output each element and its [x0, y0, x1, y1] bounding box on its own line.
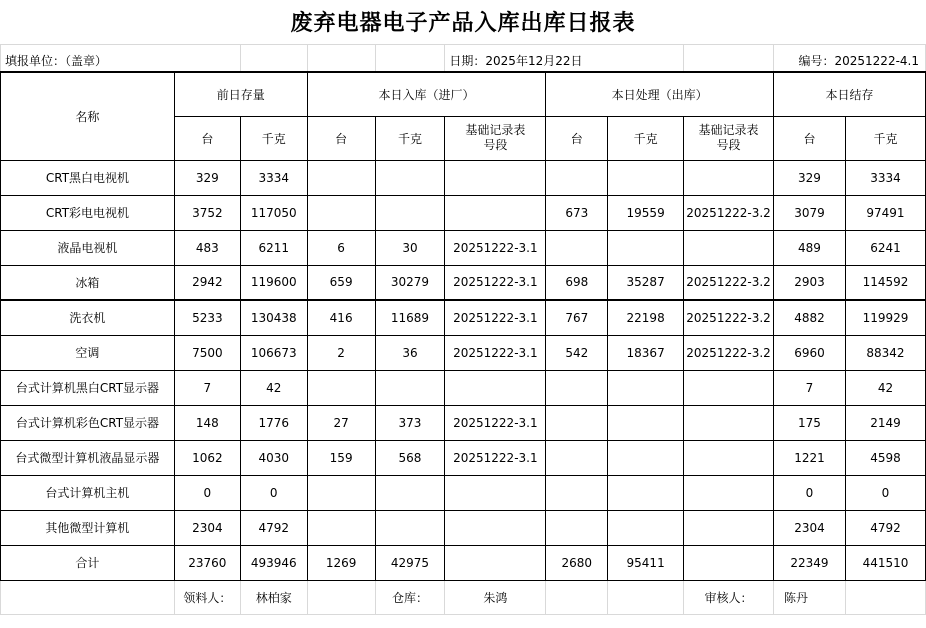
table-body	[1, 160, 926, 580]
cell-i-t: 2	[307, 335, 375, 370]
cell-i-t	[307, 510, 375, 545]
cell-i-r: 20251222-3.1	[445, 230, 546, 265]
cell-o-t	[546, 475, 608, 510]
col-header-name: 名称	[1, 72, 175, 160]
cell-i-r	[445, 160, 546, 195]
sub-header-out-tai: 台	[546, 116, 608, 160]
cell-o-t	[546, 230, 608, 265]
cell-o-k: 18367	[608, 335, 684, 370]
cell-o-r: 20251222-3.2	[684, 335, 774, 370]
cell-p-k: 4030	[240, 440, 307, 475]
cell-i-k: 568	[375, 440, 445, 475]
cell-o-r	[684, 545, 774, 580]
cell-c-t: 3079	[774, 195, 846, 230]
cell-o-k	[608, 160, 684, 195]
cell-o-r	[684, 160, 774, 195]
cell-i-t: 1269	[307, 545, 375, 580]
cell-p-t: 483	[174, 230, 240, 265]
cell-p-k: 493946	[240, 545, 307, 580]
report-date: 日期：2025年12月22日	[445, 44, 684, 72]
sub-header-close-kg: 千克	[845, 116, 925, 160]
cell-name: 其他微型计算机	[1, 510, 175, 545]
table-row	[1, 475, 926, 510]
cell-c-k: 2149	[845, 405, 925, 440]
table-row	[1, 370, 926, 405]
cell-c-k: 97491	[845, 195, 925, 230]
cell-name: 合计	[1, 545, 175, 580]
cell-o-k	[608, 440, 684, 475]
cell-o-t	[546, 440, 608, 475]
table-row	[1, 545, 926, 580]
col-header-prev-stock: 前日存量	[174, 72, 307, 116]
cell-o-r	[684, 475, 774, 510]
cell-p-t: 329	[174, 160, 240, 195]
cell-p-t: 7500	[174, 335, 240, 370]
sub-header-prev-kg: 千克	[240, 116, 307, 160]
cell-name: CRT黑白电视机	[1, 160, 175, 195]
cell-i-t: 416	[307, 300, 375, 335]
cell-o-t	[546, 510, 608, 545]
cell-i-r	[445, 510, 546, 545]
cell-i-t: 27	[307, 405, 375, 440]
cell-o-k: 22198	[608, 300, 684, 335]
cell-o-t: 542	[546, 335, 608, 370]
table-row	[1, 300, 926, 335]
warehouse-name: 朱鸿	[445, 580, 546, 614]
cell-i-r: 20251222-3.1	[445, 265, 546, 300]
cell-c-t: 6960	[774, 335, 846, 370]
cell-c-t: 4882	[774, 300, 846, 335]
cell-c-k: 88342	[845, 335, 925, 370]
sub-header-out-kg: 千克	[608, 116, 684, 160]
cell-i-t: 159	[307, 440, 375, 475]
cell-p-t: 0	[174, 475, 240, 510]
cell-o-k	[608, 370, 684, 405]
cell-c-k: 441510	[845, 545, 925, 580]
cell-i-k	[375, 475, 445, 510]
cell-i-r	[445, 475, 546, 510]
cell-p-t: 3752	[174, 195, 240, 230]
cell-o-r	[684, 230, 774, 265]
cell-p-k: 3334	[240, 160, 307, 195]
cell-o-r: 20251222-3.2	[684, 265, 774, 300]
cell-o-t: 698	[546, 265, 608, 300]
cell-name: 洗衣机	[1, 300, 175, 335]
cell-i-r: 20251222-3.1	[445, 440, 546, 475]
sub-header-prev-tai: 台	[174, 116, 240, 160]
col-header-processed: 本日处理（出库）	[546, 72, 774, 116]
cell-i-r: 20251222-3.1	[445, 405, 546, 440]
report-unit: 填报单位：（盖章）	[1, 44, 241, 72]
cell-i-r: 20251222-3.1	[445, 335, 546, 370]
reviewer-label: 审核人：	[684, 580, 774, 614]
sub-header-close-tai: 台	[774, 116, 846, 160]
cell-p-t: 2942	[174, 265, 240, 300]
table-row	[1, 160, 926, 195]
cell-p-k: 42	[240, 370, 307, 405]
sub-header-in-tai: 台	[307, 116, 375, 160]
cell-o-t: 2680	[546, 545, 608, 580]
cell-c-t: 2903	[774, 265, 846, 300]
cell-i-k: 373	[375, 405, 445, 440]
cell-i-k: 11689	[375, 300, 445, 335]
cell-i-r	[445, 195, 546, 230]
cell-i-k: 30279	[375, 265, 445, 300]
cell-name: 冰箱	[1, 265, 175, 300]
cell-c-t: 0	[774, 475, 846, 510]
cell-c-t: 22349	[774, 545, 846, 580]
table-row	[1, 440, 926, 475]
cell-p-t: 5233	[174, 300, 240, 335]
cell-i-k: 30	[375, 230, 445, 265]
table-row	[1, 265, 926, 300]
cell-o-k	[608, 405, 684, 440]
cell-name: 台式计算机主机	[1, 475, 175, 510]
cell-c-k: 0	[845, 475, 925, 510]
cell-c-k: 3334	[845, 160, 925, 195]
cell-p-t: 7	[174, 370, 240, 405]
cell-i-r	[445, 545, 546, 580]
cell-o-t	[546, 370, 608, 405]
cell-c-t: 489	[774, 230, 846, 265]
cell-i-t	[307, 370, 375, 405]
col-header-inbound: 本日入库（进厂）	[307, 72, 546, 116]
cell-o-r	[684, 440, 774, 475]
sub-header-in-record: 基础记录表 号段	[445, 116, 546, 160]
cell-p-k: 117050	[240, 195, 307, 230]
cell-p-k: 130438	[240, 300, 307, 335]
cell-name: 台式计算机黑白CRT显示器	[1, 370, 175, 405]
cell-o-r	[684, 370, 774, 405]
table-row	[1, 195, 926, 230]
cell-p-k: 0	[240, 475, 307, 510]
sub-header-out-record: 基础记录表 号段	[684, 116, 774, 160]
cell-o-r: 20251222-3.2	[684, 195, 774, 230]
report-title: 废弃电器电子产品入库出库日报表	[290, 10, 636, 37]
cell-c-k: 4792	[845, 510, 925, 545]
cell-i-r: 20251222-3.1	[445, 300, 546, 335]
cell-p-k: 6211	[240, 230, 307, 265]
report-number: 编号：20251222-4.1	[774, 44, 926, 72]
cell-o-r: 20251222-3.2	[684, 300, 774, 335]
cell-name: 空调	[1, 335, 175, 370]
cell-o-r	[684, 510, 774, 545]
table-row	[1, 405, 926, 440]
table-row	[1, 510, 926, 545]
cell-name: 台式微型计算机液晶显示器	[1, 440, 175, 475]
reviewer-name: 陈丹	[774, 580, 846, 614]
cell-c-t: 175	[774, 405, 846, 440]
table-row	[1, 335, 926, 370]
cell-i-k	[375, 370, 445, 405]
cell-i-t	[307, 160, 375, 195]
cell-c-t: 7	[774, 370, 846, 405]
cell-o-k	[608, 510, 684, 545]
cell-o-k	[608, 475, 684, 510]
cell-i-t: 6	[307, 230, 375, 265]
cell-o-k: 19559	[608, 195, 684, 230]
cell-i-k	[375, 195, 445, 230]
table-row	[1, 230, 926, 265]
cell-i-r	[445, 370, 546, 405]
col-header-closing: 本日结存	[774, 72, 926, 116]
cell-o-t: 767	[546, 300, 608, 335]
cell-c-t: 2304	[774, 510, 846, 545]
cell-p-k: 106673	[240, 335, 307, 370]
cell-i-k	[375, 160, 445, 195]
receiver-name: 林柏家	[240, 580, 307, 614]
cell-p-t: 148	[174, 405, 240, 440]
cell-name: CRT彩电电视机	[1, 195, 175, 230]
cell-i-t	[307, 195, 375, 230]
cell-i-k	[375, 510, 445, 545]
cell-p-t: 1062	[174, 440, 240, 475]
cell-i-t: 659	[307, 265, 375, 300]
cell-c-k: 42	[845, 370, 925, 405]
warehouse-label: 仓库：	[375, 580, 445, 614]
cell-p-k: 1776	[240, 405, 307, 440]
cell-o-t	[546, 160, 608, 195]
sub-header-in-kg: 千克	[375, 116, 445, 160]
cell-p-k: 4792	[240, 510, 307, 545]
cell-o-t: 673	[546, 195, 608, 230]
receiver-label: 领料人：	[174, 580, 240, 614]
cell-i-k: 36	[375, 335, 445, 370]
cell-c-k: 114592	[845, 265, 925, 300]
cell-p-k: 119600	[240, 265, 307, 300]
cell-c-k: 6241	[845, 230, 925, 265]
cell-name: 液晶电视机	[1, 230, 175, 265]
cell-o-k: 35287	[608, 265, 684, 300]
cell-name: 台式计算机彩色CRT显示器	[1, 405, 175, 440]
cell-p-t: 23760	[174, 545, 240, 580]
cell-c-t: 1221	[774, 440, 846, 475]
cell-o-k	[608, 230, 684, 265]
cell-p-t: 2304	[174, 510, 240, 545]
cell-c-t: 329	[774, 160, 846, 195]
cell-o-t	[546, 405, 608, 440]
cell-c-k: 4598	[845, 440, 925, 475]
cell-i-k: 42975	[375, 545, 445, 580]
cell-c-k: 119929	[845, 300, 925, 335]
cell-o-k: 95411	[608, 545, 684, 580]
cell-i-t	[307, 475, 375, 510]
cell-o-r	[684, 405, 774, 440]
